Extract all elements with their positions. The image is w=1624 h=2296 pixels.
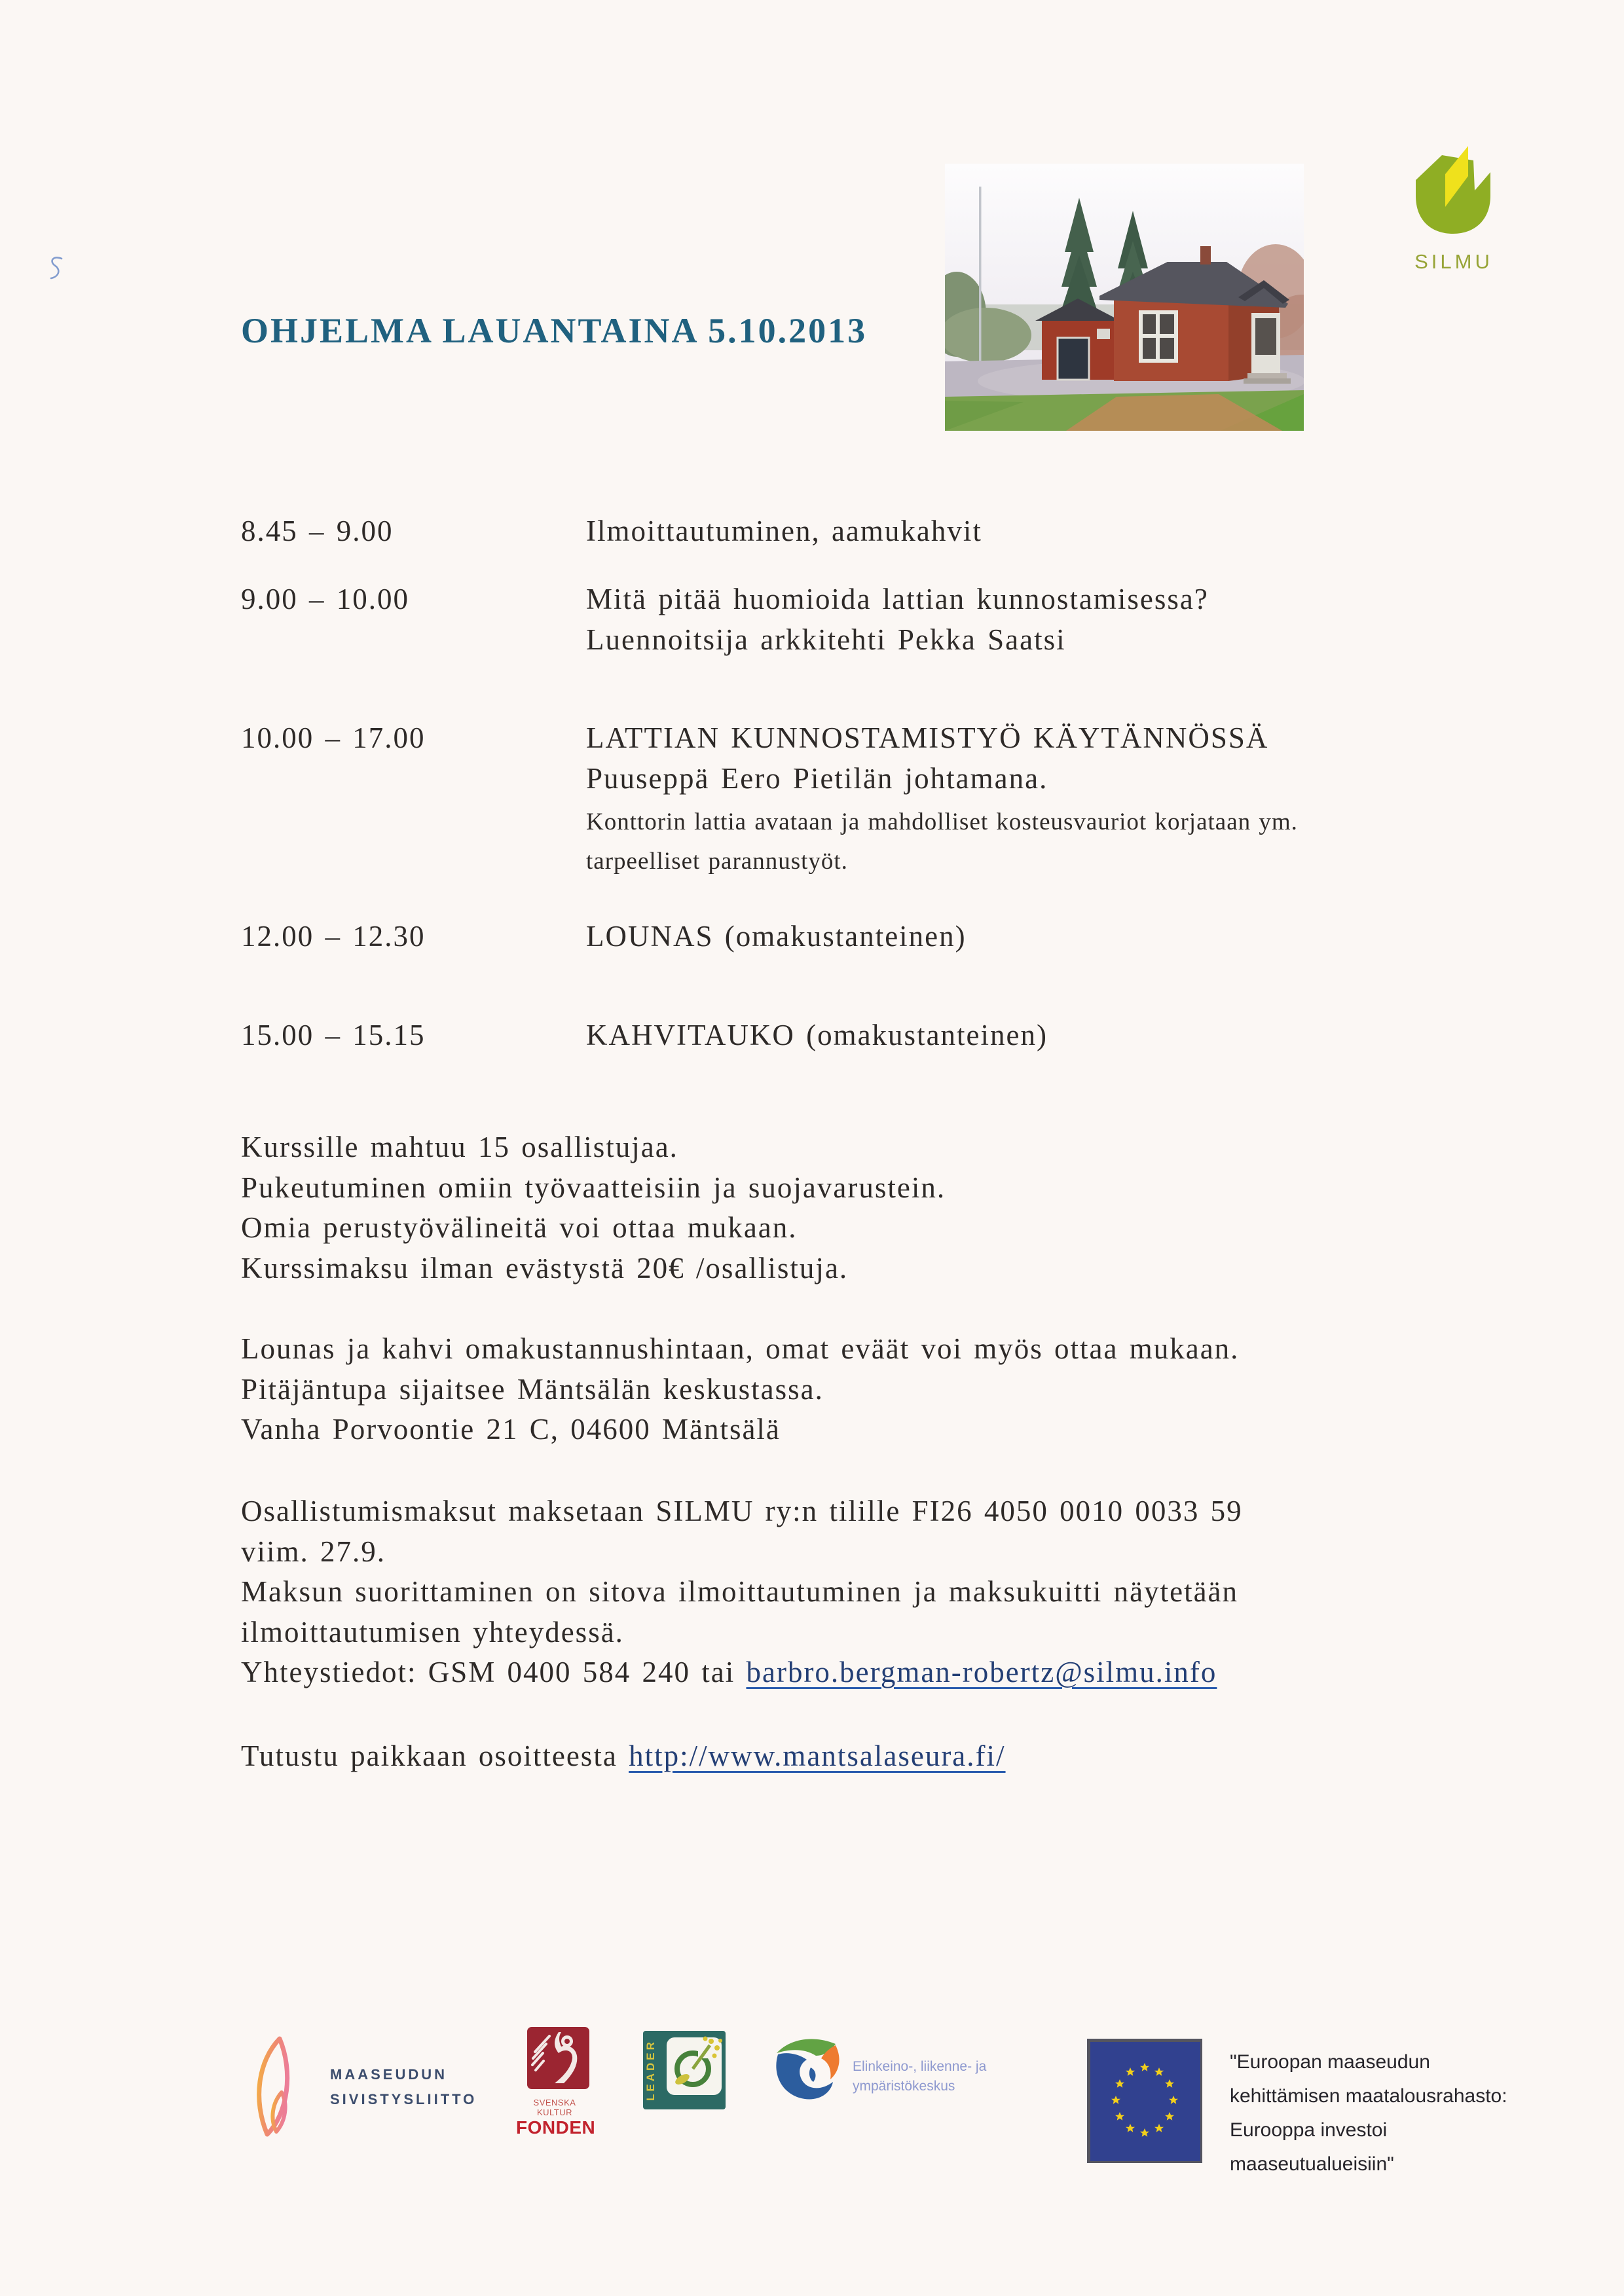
text-line: Pitäjäntupa sijaitsee Mäntsälän keskustassa. [241,1372,824,1406]
ely-swirl-icon [773,2033,843,2103]
eu-fund-line4: maaseutualueisiin" [1230,2153,1394,2175]
event-note: tarpeelliset parannustyöt. [586,848,848,875]
text-line: Kurssimaksu ilman evästystä 20€ /osallistuja. [241,1251,849,1285]
fonden-big-label: FONDEN [516,2117,596,2138]
ely-name-line2: ympäristökeskus [853,2079,955,2094]
event-note: Konttorin lattia avataan ja mahdolliset kosteusvauriot korjataan ym. [586,809,1298,835]
website-link[interactable]: http://www.mantsalaseura.fi/ [629,1740,1006,1772]
msl-leaf-icon [244,2035,309,2140]
eu-fund-line2: kehittämisen maatalousrahasto: [1230,2085,1507,2107]
visit-line [241,1736,1557,1777]
email-link[interactable]: barbro.bergman-robertz@silmu.info [746,1656,1217,1688]
fonden-mark-icon [527,2027,589,2089]
contact-line [241,1652,1557,1693]
leader-label: LEADER [644,2039,657,2101]
silmu-label: SILMU [1414,250,1493,273]
time-label: 8.45 – 9.00 [241,515,394,547]
text-line: Osallistumismaksut maksetaan SILMU ry:n tilille FI26 4050 0010 0033 59 [241,1495,1243,1527]
eu-flag-icon [1087,2039,1202,2163]
event-text: KAHVITAUKO (omakustanteinen) [586,1019,1048,1051]
location-info-paragraph [241,1329,1557,1450]
leader-logo [643,2031,726,2109]
text-line: Maksun suorittaminen on sitova ilmoittautuminen ja maksukuitti näytetään [241,1575,1239,1608]
fonden-small-label: SVENSKA KULTUR [533,2098,576,2117]
text-line: Vanha Porvoontie 21 C, 04600 Mäntsälä [241,1413,781,1446]
course-info-paragraph [241,1127,1557,1288]
text-line: Lounas ja kahvi omakustannushintaan, omat eväät voi myös ottaa mukaan. [241,1332,1240,1365]
eu-fund-line3: Eurooppa investoi [1230,2119,1388,2141]
event-text: Mitä pitää huomioida lattian kunnostamisessa? [586,583,1209,615]
event-text: Luennoitsija arkkitehti Pekka Saatsi [586,623,1066,656]
fonden-logo [516,2027,596,2138]
payment-info-paragraph [241,1491,1557,1693]
text-line: ilmoittautumisen yhteydessä. [241,1615,624,1649]
ely-name-line1: Elinkeino-, liikenne- ja [853,2059,987,2074]
visit-prefix: Tutustu paikkaan osoitteesta [241,1740,629,1772]
house-photo [945,164,1304,431]
text-line: Kurssille mahtuu 15 osallistujaa. [241,1131,678,1163]
event-text: Ilmoittautuminen, aamukahvit [586,515,982,547]
text-line: Pukeutuminen omiin työvaatteisiin ja suojavarustein. [241,1171,946,1204]
event-text: Puuseppä Eero Pietilän johtamana. [586,761,1048,795]
contact-prefix: Yhteystiedot: GSM 0400 584 240 tai [241,1656,747,1688]
handwritten-mark [46,255,67,282]
time-label: 12.00 – 12.30 [241,920,426,953]
text-line: Omia perustyövälineitä voi ottaa mukaan. [241,1211,798,1244]
time-label: 9.00 – 10.00 [241,583,409,615]
msl-name [330,2062,477,2112]
page-title: OHJELMA LAUANTAINA 5.10.2013 [241,311,868,350]
visit-paragraph [241,1736,1557,1777]
ely-name [853,2057,986,2096]
eu-fund-text [1230,2045,1544,2181]
msl-name-line1: MAASEUDUN [330,2066,447,2083]
time-label: 10.00 – 17.00 [241,721,426,754]
text-line: viim. 27.9. [241,1535,386,1568]
msl-name-line2: SIVISTYSLIITTO [330,2091,477,2107]
eu-fund-line1: "Euroopan maaseudun [1230,2051,1430,2073]
event-text: LOUNAS (omakustanteinen) [586,920,967,953]
time-label: 15.00 – 15.15 [241,1019,426,1051]
event-text: LATTIAN KUNNOSTAMISTYÖ KÄYTÄNNÖSSÄ [586,721,1269,754]
photo-flagpole [979,187,982,383]
silmu-bud-icon [1409,135,1498,240]
